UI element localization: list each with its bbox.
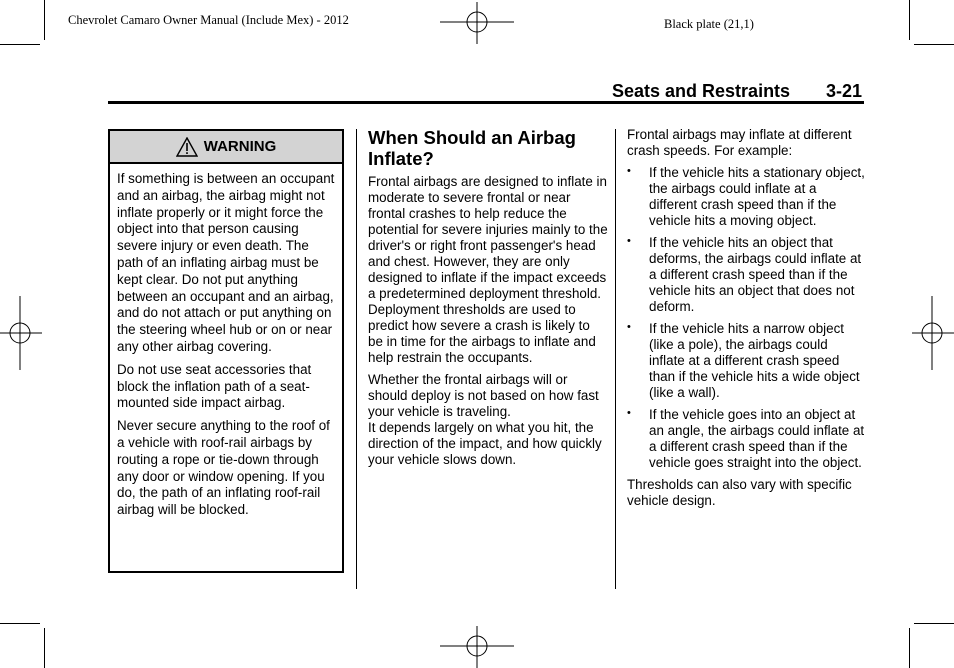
- article-paragraph: Whether the frontal airbags will or should deploy is not based on how fast your vehicle is traveling.: [368, 372, 599, 419]
- article-paragraph: It depends largely on what you hit, the direction of the impact, and how quickly your vehicle slows down.: [368, 420, 602, 467]
- bullet-icon: •: [627, 407, 631, 419]
- column-divider: [356, 129, 357, 589]
- registration-mark-right-icon: [912, 296, 954, 370]
- page-number: 3-21: [826, 81, 863, 101]
- list-item: [627, 407, 867, 471]
- warning-paragraph: If something is between an occupant and an airbag, the airbag might not inflate properly or it might force the object into that person causing severe injury or even death. The path of an inflating airbag must be kept clear. Do not put anything between an occupant and an airbag, and do not attach or put anything on the steering wheel hub or on or near any other airbag covering.: [117, 171, 335, 354]
- column-divider: [615, 129, 616, 589]
- bullet-icon: •: [627, 165, 631, 177]
- examples-intro: Frontal airbags may inflate at different crash speeds. For example:: [627, 127, 852, 158]
- article-column: [368, 127, 608, 474]
- warning-triangle-icon: [176, 137, 198, 157]
- registration-mark-left-icon: [0, 296, 42, 370]
- examples-list: [627, 165, 867, 471]
- warning-label: WARNING: [203, 138, 277, 155]
- warning-paragraph: Do not use seat accessories that block the inflation path of a seat-mounted side impact airbag.: [117, 361, 312, 411]
- manual-title: Chevrolet Camaro Owner Manual (Include Mex) - 2012: [68, 13, 349, 27]
- list-item-text: If the vehicle hits a narrow object (like a pole), the airbags could inflate at a different crash speed than if the vehicle hits a wide object (like a wall).: [649, 321, 860, 400]
- list-item-text: If the vehicle goes into an object at an angle, the airbags could inflate at a different crash speed than if the vehicle goes straight into the object.: [649, 407, 865, 470]
- list-item-text: If the vehicle hits an object that deforms, the airbags could inflate at a different crash speed than if the vehicle hits an object that does not deform.: [649, 235, 862, 314]
- bullet-icon: •: [627, 235, 631, 247]
- article-paragraph: Frontal airbags are designed to inflate in moderate to severe frontal or near frontal crashes to help reduce the potential for severe injuries mainly to the driver's or right front passenger's head and chest. However, they are only designed to inflate if the impact exceeds a predetermined deployment threshold. Deployment thresholds are used to predict how severe a crash is likely to be in time for the airbags to inflate and help restrain the occupants.: [368, 174, 608, 365]
- registration-mark-bottom-icon: [440, 624, 514, 668]
- list-item: [627, 165, 867, 229]
- list-item-text: If the vehicle hits a stationary object, the airbags could inflate at a different crash speed than if the vehicle hits a moving object.: [649, 165, 865, 228]
- plate-label: Black plate (21,1): [664, 17, 754, 31]
- warning-header: [110, 131, 342, 164]
- registration-mark-top-icon: [440, 2, 514, 46]
- list-item: [627, 321, 867, 401]
- list-item: [627, 235, 867, 315]
- warning-box: [108, 129, 344, 573]
- warning-paragraph: Never secure anything to the roof of a vehicle with roof-rail airbags by routing a rope or tie-down through any door or window opening. If you do, the path of an inflating roof-rail airbag will be blocked.: [117, 418, 330, 518]
- examples-column: [627, 127, 867, 515]
- bullet-icon: •: [627, 321, 631, 333]
- warning-body: [110, 164, 342, 519]
- header-rule: [108, 101, 864, 104]
- article-heading: When Should an Airbag Inflate?: [368, 127, 576, 169]
- section-title: Seats and Restraints: [612, 81, 791, 101]
- examples-outro: Thresholds can also vary with specific vehicle design.: [627, 477, 852, 508]
